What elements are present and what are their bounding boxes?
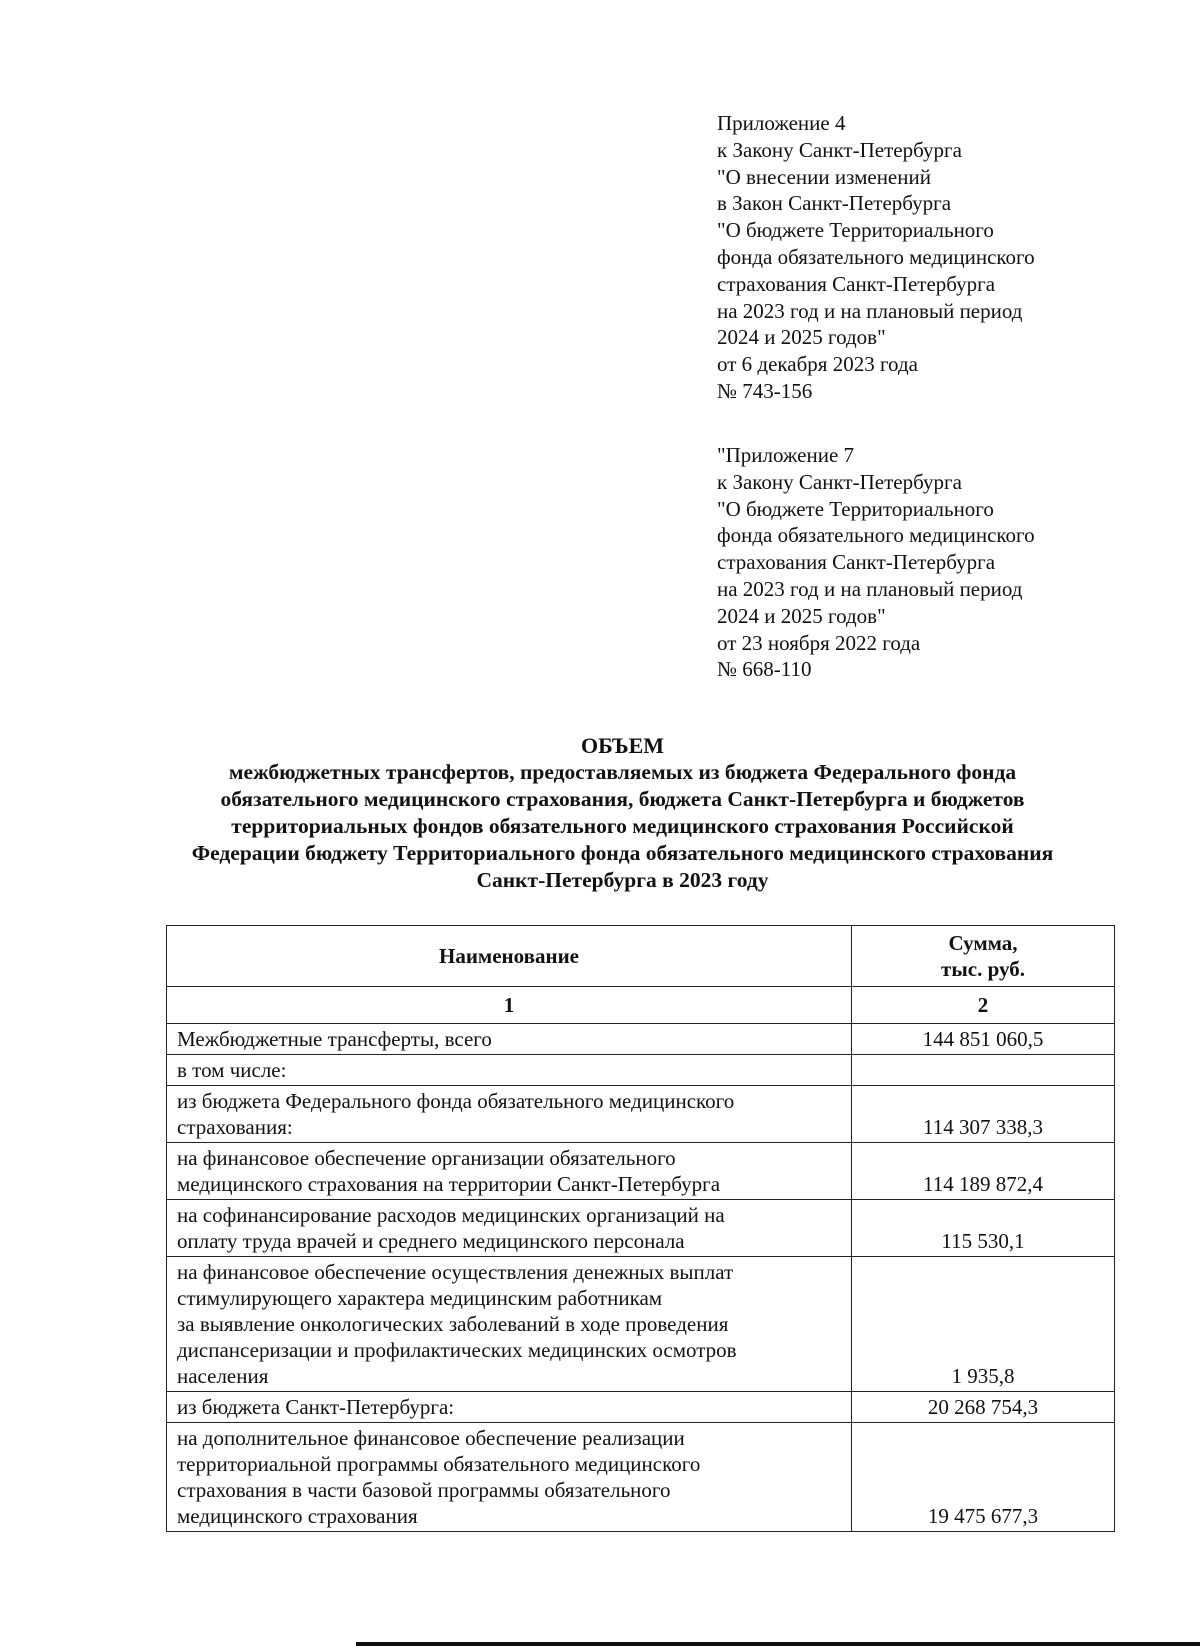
table-row — [167, 1143, 1115, 1200]
appendix-7-line: на 2023 год и на плановый период — [717, 576, 1023, 601]
appendix-4-line: 2024 и 2025 годов" — [717, 325, 886, 350]
row-name — [167, 1257, 852, 1392]
table-row — [167, 1423, 1115, 1532]
table-row — [167, 1086, 1115, 1143]
column-number-1: 1 — [167, 987, 852, 1024]
table-row — [167, 1055, 1115, 1086]
appendix-7-line: от 23 ноября 2022 года — [717, 630, 921, 655]
table-row — [167, 1200, 1115, 1257]
title-line: территориальных фондов обязательного медицинского страхования Российской — [231, 814, 1014, 838]
appendix-4-line: к Закону Санкт-Петербурга — [717, 137, 962, 162]
title-line: обязательного медицинского страхования, бюджета Санкт-Петербурга и бюджетов — [220, 787, 1025, 811]
row-name-line: из бюджета Санкт-Петербурга: — [177, 1395, 455, 1419]
row-name — [167, 1055, 852, 1086]
appendix-4-line: в Закон Санкт-Петербурга — [717, 191, 952, 216]
table-row — [167, 1024, 1115, 1055]
appendix-4-block — [717, 110, 1157, 405]
title-heading: ОБЪЕМ — [580, 733, 665, 758]
transfers-table — [166, 925, 1115, 1532]
appendix-4-number: № 743-156 — [717, 378, 813, 403]
header-sum-unit: тыс. руб. — [941, 957, 1025, 981]
appendix-4-line: "О внесении изменений — [717, 164, 931, 189]
row-name-line: оплату труда врачей и среднего медицинского персонала — [177, 1229, 685, 1253]
header-name: Наименование — [167, 926, 852, 987]
appendix-7-block — [717, 442, 1157, 683]
row-amount: 19 475 677,3 — [852, 1423, 1115, 1532]
appendix-4-line: фонда обязательного медицинского — [717, 244, 1035, 269]
row-name-line: населения — [177, 1364, 269, 1388]
row-name — [167, 1200, 852, 1257]
header-sum-line: Сумма, — [948, 931, 1018, 955]
row-amount — [852, 1055, 1115, 1086]
row-name-line: за выявление онкологических заболеваний в ходе проведения — [177, 1312, 729, 1336]
row-name-line: стимулирующего характера медицинским работникам — [177, 1286, 663, 1310]
appendix-4-line: на 2023 год и на плановый период — [717, 298, 1023, 323]
row-name — [167, 1392, 852, 1423]
header-sum — [852, 926, 1115, 987]
row-name-line: диспансеризации и профилактических медицинских осмотров — [177, 1338, 737, 1362]
appendix-7-line: фонда обязательного медицинского — [717, 523, 1035, 548]
row-amount: 20 268 754,3 — [852, 1392, 1115, 1423]
title-line: Федерации бюджету Территориального фонда обязательного медицинского страхования — [191, 841, 1054, 865]
row-amount: 1 935,8 — [852, 1257, 1115, 1392]
appendix-7-line: "О бюджете Территориального — [717, 496, 994, 521]
column-number-2: 2 — [852, 987, 1115, 1024]
row-amount: 114 189 872,4 — [852, 1143, 1115, 1200]
row-name-line: в том числе: — [177, 1058, 287, 1082]
appendix-7-line: 2024 и 2025 годов" — [717, 603, 886, 628]
row-name-line: на финансовое обеспечение организации обязательного — [177, 1146, 676, 1170]
row-name — [167, 1024, 852, 1055]
row-name-line: на дополнительное финансовое обеспечение реализации — [177, 1426, 685, 1450]
row-name-line: из бюджета Федерального фонда обязательного медицинского — [177, 1089, 735, 1113]
row-name — [167, 1086, 852, 1143]
row-amount: 115 530,1 — [852, 1200, 1115, 1257]
title-line: Санкт-Петербурга в 2023 году — [476, 868, 769, 892]
table-body — [167, 1024, 1115, 1532]
row-name-line: Межбюджетные трансферты, всего — [177, 1027, 492, 1051]
table-header-row — [167, 926, 1115, 987]
row-name-line: страхования в части базовой программы обязательного — [177, 1478, 671, 1502]
table-row — [167, 1257, 1115, 1392]
appendix-4-line: от 6 декабря 2023 года — [717, 352, 918, 377]
table-row — [167, 1392, 1115, 1423]
row-name-line: медицинского страхования — [177, 1504, 418, 1528]
row-name-line: территориальной программы обязательного медицинского — [177, 1452, 701, 1476]
row-amount: 114 307 338,3 — [852, 1086, 1115, 1143]
appendix-4-line: Приложение 4 — [717, 111, 846, 135]
row-name-line: на финансовое обеспечение осуществления денежных выплат — [177, 1260, 734, 1284]
row-name-line: на софинансирование расходов медицинских организаций на — [177, 1203, 725, 1227]
appendix-4-line: "О бюджете Территориального — [717, 218, 994, 243]
appendix-7-line: "Приложение 7 — [717, 443, 855, 467]
row-name-line: медицинского страхования на территории Санкт-Петербурга — [177, 1172, 721, 1196]
row-name-line: страхования: — [177, 1115, 293, 1139]
row-amount: 144 851 060,5 — [852, 1024, 1115, 1055]
row-name — [167, 1143, 852, 1200]
page-bottom-rule — [356, 1642, 1200, 1646]
column-number-row — [167, 987, 1115, 1024]
row-name — [167, 1423, 852, 1532]
appendix-4-line: страхования Санкт-Петербурга — [717, 271, 996, 296]
appendix-7-number: № 668-110 — [717, 657, 812, 682]
appendix-7-line: страхования Санкт-Петербурга — [717, 550, 996, 575]
document-title — [100, 732, 1145, 894]
title-line: межбюджетных трансфертов, предоставляемых из бюджета Федерального фонда — [228, 760, 1017, 784]
appendix-7-line: к Закону Санкт-Петербурга — [717, 469, 962, 494]
